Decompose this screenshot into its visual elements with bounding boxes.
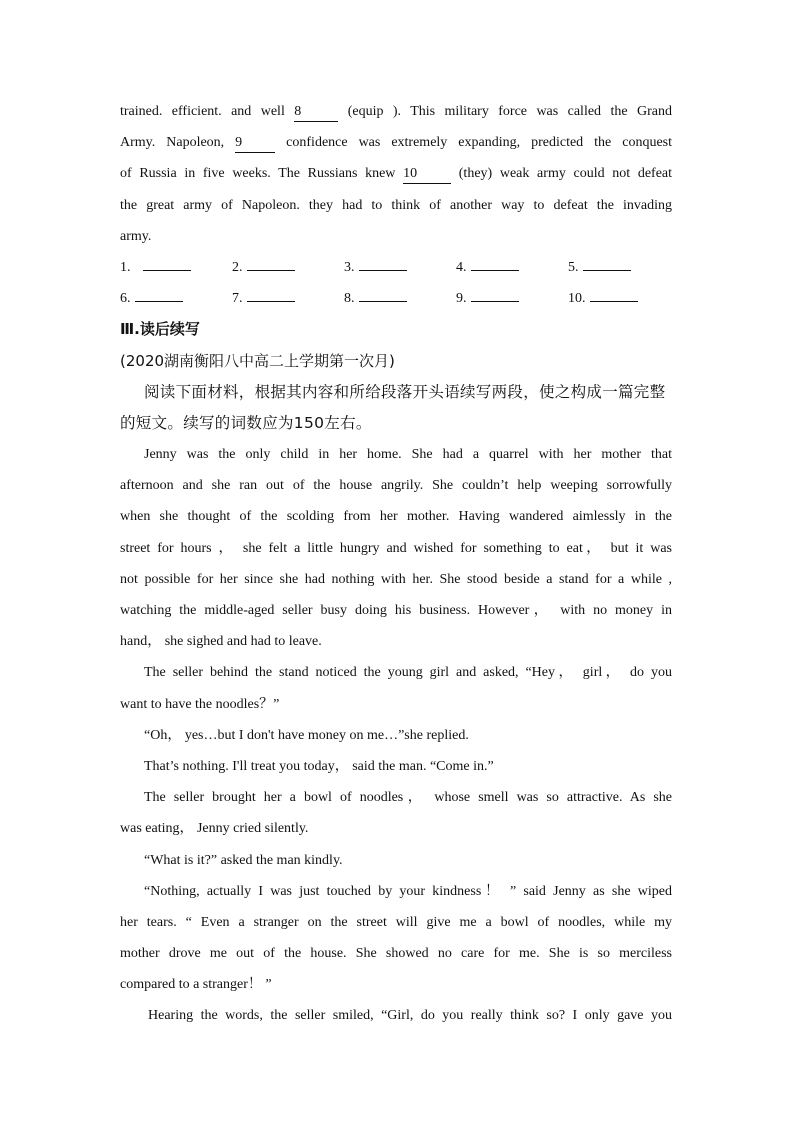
passage-line — [120, 96, 672, 127]
story-line: “Oh， yes…but I don't have money on me…”she replied. — [144, 727, 469, 743]
story-line: The seller brought her a bowl of noodles， whose smell was so attractive. As she — [144, 790, 672, 806]
story-line: not possible for her since she had nothing with her. She stood beside a stand for a while , — [120, 571, 672, 587]
story-line: want to have the noodles？” — [120, 696, 280, 712]
answer-slot-4[interactable]: 4. — [456, 252, 519, 283]
story-line: compared to a stranger！ ” — [120, 977, 272, 993]
answer-slot-10[interactable]: 10. — [568, 283, 638, 314]
story-line: mother drove me out of the house. She showed no care for me. She is so merciless — [120, 946, 672, 962]
answer-row — [120, 252, 672, 283]
content-column — [120, 96, 672, 1032]
story-line: The seller behind the stand noticed the young girl and asked, “Hey， girl， do you — [144, 665, 672, 681]
answer-slot-3[interactable]: 3. — [344, 252, 407, 283]
story-line: Jenny was the only child in her home. She had a quarrel with her mother that — [144, 447, 672, 463]
passage-line: the great army of Napoleon. they had to think of another way to defeat the invading — [120, 197, 672, 213]
section-source: (2020湖南衡阳八中高二上学期第一次月) — [120, 351, 395, 370]
passage-text: trained. efficient. and well — [120, 104, 285, 119]
passage-line — [120, 158, 672, 189]
section-heading: Ⅲ.读后续写 — [120, 320, 200, 339]
story-line: watching the middle-aged seller busy doing his business. However， with no money in — [120, 603, 672, 618]
passage-text: Army. Napoleon, — [120, 135, 225, 151]
blank-8[interactable]: 8 — [294, 103, 338, 122]
story-line: That’s nothing. I'll treat you today， said the man. “Come in.” — [144, 758, 494, 774]
answer-slot-7[interactable]: 7. — [232, 283, 295, 314]
story-line: “What is it?” asked the man kindly. — [144, 852, 343, 868]
blank-9[interactable]: 9 — [235, 134, 275, 153]
answer-slot-9[interactable]: 9. — [456, 283, 519, 314]
story-line: her tears. “ Even a stranger on the street will give me a bowl of noodles, while my — [120, 914, 672, 930]
answer-slot-6[interactable]: 6. — [120, 283, 183, 314]
passage-text: confidence was extremely expanding, predicted the conquest — [286, 135, 672, 151]
story-line: when she thought of the scolding from her mother. Having wandered aimlessly in the — [120, 509, 672, 525]
story-line: hand， she sighed and had to leave. — [120, 634, 322, 650]
instruction-line: 的短文。续写的词数应为150左右。 — [120, 413, 372, 432]
answer-slot-1[interactable]: 1. — [120, 252, 191, 283]
passage-text: (they) weak army could not defeat — [458, 166, 672, 182]
answer-slot-2[interactable]: 2. — [232, 252, 295, 283]
story-line: was eating， Jenny cried silently. — [120, 821, 309, 837]
story-line: street for hours ， she felt a little hungry and wished for something to eat， but it was — [120, 540, 672, 556]
story-line: “Nothing, actually I was just touched by your kindness！ ” said Jenny as she wiped — [144, 883, 672, 899]
passage-line — [120, 127, 672, 158]
story-line: Hearing the words, the seller smiled, “Girl, do you really think so? I only gave you — [148, 1008, 672, 1024]
passage-text: (equip ). This military force was called the Grand — [347, 104, 672, 119]
story-line: afternoon and she ran out of the house angrily. She couldn’t help weeping sorrowfully — [120, 478, 672, 494]
answer-row — [120, 283, 672, 314]
answer-slot-5[interactable]: 5. — [568, 252, 631, 283]
passage-text: of Russia in five weeks. The Russians knew — [120, 166, 396, 182]
answer-slot-8[interactable]: 8. — [344, 283, 407, 314]
blank-10[interactable]: 10 — [403, 165, 451, 184]
instruction-line: 阅读下面材料，根据其内容和所给段落开头语续写两段，使之构成一篇完整 — [144, 382, 666, 401]
passage-line: army. — [120, 228, 152, 244]
